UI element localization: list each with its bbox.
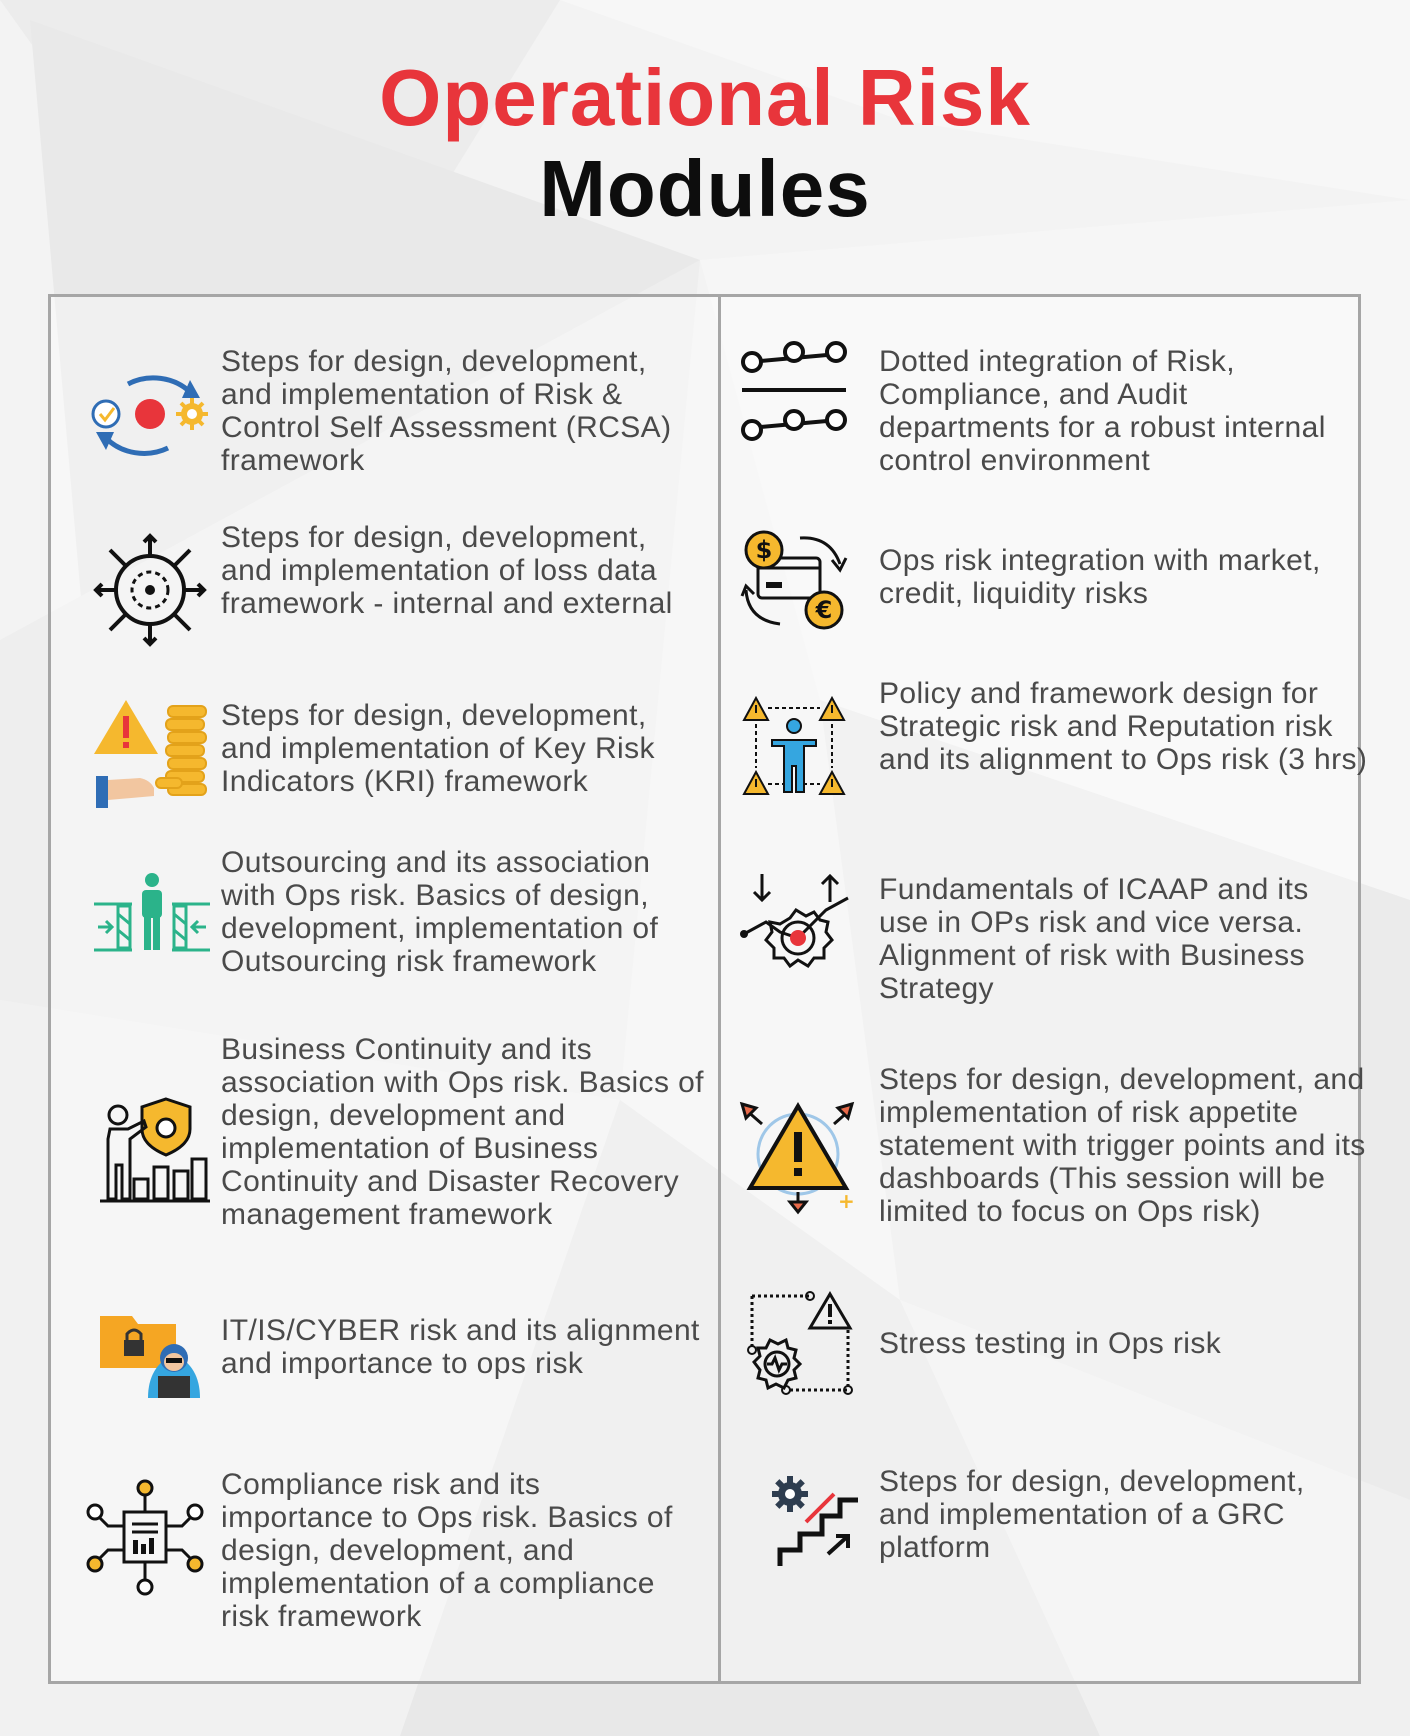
stress-test-icon <box>748 1290 854 1396</box>
svg-text:+: + <box>838 1189 855 1213</box>
svg-text:$: $ <box>755 536 773 564</box>
module-text-grc-platform: Steps for design, development, and implementation of a GRC platform <box>879 1465 1305 1564</box>
module-text-market-credit-liquidity: Ops risk integration with market, credit, liquidity risks <box>879 544 1321 610</box>
module-text-business-continuity: Business Continuity and its association with Ops risk. Basics of design, development and implementation of Business Continuity and Disaster Recovery management framework <box>221 1033 704 1231</box>
module-text-loss-data: Steps for design, development, and implementation of loss data framework - internal and external <box>221 521 673 620</box>
gate-person-icon <box>92 872 212 956</box>
hacker-folder-icon <box>98 1310 208 1402</box>
title-operational-risk: Operational Risk <box>379 53 1031 142</box>
grc-stairs-icon <box>770 1474 862 1570</box>
module-text-stress-testing: Stress testing in Ops risk <box>879 1327 1222 1360</box>
module-text-rcsa: Steps for design, development, and implementation of Risk & Control Self Assessment (RCSA) framework <box>221 345 672 477</box>
module-text-icaap: Fundamentals of ICAAP and its use in OPs risk and vice versa. Alignment of risk with Business Strategy <box>879 873 1309 1005</box>
module-text-risk-appetite: Steps for design, development, and implementation of risk appetite statement with trigger points and its dashboards (This session will be limited to focus on Ops risk) <box>879 1063 1366 1228</box>
module-text-compliance: Compliance risk and its importance to Ops risk. Basics of design, development, and implementation of a compliance risk framework <box>221 1468 673 1633</box>
dotted-links-icon <box>740 338 848 442</box>
compliance-document-icon <box>86 1478 204 1598</box>
business-continuity-icon <box>100 1095 210 1205</box>
module-text-strategic-reputation: Policy and framework design for Strategic risk and Reputation risk and its alignment to Ops risk (3 hrs) <box>879 677 1368 776</box>
warning-coins-icon <box>94 698 210 810</box>
person-warnings-icon <box>742 696 846 796</box>
module-text-cyber: IT/IS/CYBER risk and its alignment and importance to ops risk <box>221 1314 700 1380</box>
rcsa-cycle-icon <box>88 362 208 467</box>
page-title <box>0 52 1410 234</box>
column-divider <box>718 294 721 1684</box>
module-text-dotted-integration: Dotted integration of Risk, Compliance, and Audit departments for a robust internal control environment <box>879 345 1326 477</box>
title-modules: Modules <box>539 144 871 233</box>
virus-network-icon <box>92 532 208 648</box>
module-text-kri: Steps for design, development, and implementation of Key Risk Indicators (KRI) framework <box>221 699 655 798</box>
svg-text:€: € <box>815 596 833 624</box>
risk-appetite-warning-icon <box>740 1094 855 1214</box>
currency-exchange-icon <box>740 530 850 634</box>
module-text-outsourcing: Outsourcing and its association with Ops risk. Basics of design, development, implementation of Outsourcing risk framework <box>221 846 659 978</box>
gear-target-icon <box>740 872 852 992</box>
